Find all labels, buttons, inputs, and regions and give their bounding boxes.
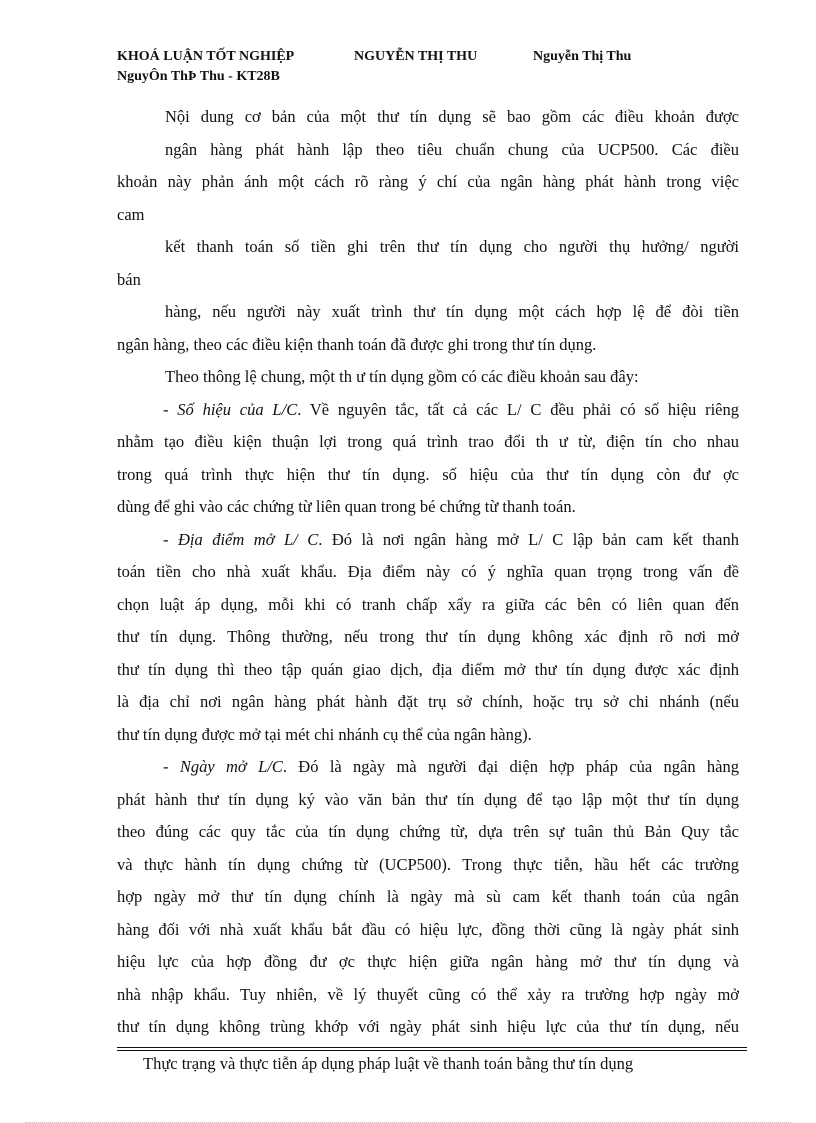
- text-line: khoản này phản ánh một cách rõ ràng ý chí của ngân hàng phát hành trong việc: [117, 172, 739, 191]
- text-line: Theo thông lệ chung, một th ư tín dụng gồm có các điều khoản sau đây:: [165, 367, 639, 386]
- text-span: . Đó là nơi ngân hàng mở L/ C lập bản cam kết thanh: [318, 529, 739, 549]
- text-span: . Về nguyên tắc, tất cả các L/ C đều phải có số hiệu riêng: [297, 399, 739, 419]
- text-line: hàng, nếu người này xuất trình thư tín dụng một cách hợp lệ để đòi tiền: [165, 302, 739, 321]
- text-line: hàng đối với nhà xuất khẩu bắt đầu có hiệu lực, đồng thời cũng là ngày phát sinh: [117, 919, 739, 939]
- text-line: thư tín dụng được mở tại mét chi nhánh cụ thể của ngân hàng).: [117, 724, 532, 744]
- footer-rule-bottom: [117, 1050, 747, 1051]
- text-line: nhằm tạo điều kiện thuận lợi trong quá trình trao đổi th ư từ, điện tín cho nhau: [117, 432, 739, 451]
- term-dia-diem: - Địa điểm mở L/ C: [163, 529, 319, 549]
- text-line: ngân hàng phát hành lập theo tiêu chuẩn chung của UCP500. Các điều: [165, 139, 739, 159]
- text-line: Nội dung cơ bản của một thư tín dụng sẽ bao gồm các điều khoản được: [165, 107, 739, 126]
- page-footer: Thực trạng và thực tiễn áp dụng pháp luật về thanh toán bằng thư tín dụng: [143, 1054, 634, 1073]
- text-line: cam: [117, 204, 145, 224]
- page-header: [117, 49, 757, 84]
- text-line: và thực hành tín dụng chứng từ (UCP500). Trong thực tiễn, hầu hết các trường: [117, 854, 739, 874]
- header-author-caps: NGUYỄN THỊ THU: [354, 49, 478, 64]
- header-author: Nguyễn Thị Thu: [533, 49, 632, 64]
- term-so-hieu: - Số hiệu của L/C: [163, 399, 298, 419]
- text-line-heading: [117, 394, 739, 427]
- text-line: phát hành thư tín dụng ký vào văn bản thư tín dụng để tạo lập một thư tín dụng: [117, 789, 739, 809]
- text-line: thư tín dụng thì theo tập quán giao dịch, địa điểm mở thư tín dụng được xác định: [117, 659, 739, 679]
- footer-rule-top: [117, 1047, 747, 1048]
- text-line: nhà nhập khẩu. Tuy nhiên, về lý thuyết cũng có thể xảy ra trường hợp ngày mở: [117, 984, 739, 1004]
- header-author-class: NguyÔn ThÞ Thu - KT28B: [117, 69, 280, 84]
- text-line: là địa chỉ nơi ngân hàng phát hành đặt trụ sở chính, hoặc trụ sở chi nhánh (nếu: [117, 692, 739, 711]
- term-ngay-mo: - Ngày mở L/C: [163, 757, 283, 776]
- text-span: . Đó là ngày mà người đại diện hợp pháp của ngân hàng: [282, 757, 739, 776]
- document-body: [117, 101, 739, 1044]
- header-thesis-title: KHOÁ LUẬN TỐT NGHIỆP: [117, 49, 295, 64]
- text-line: theo đúng các quy tắc của tín dụng chứng từ, dựa trên sự tuân thủ Bản Quy tắc: [117, 822, 739, 841]
- text-line: toán tiền cho nhà xuất khẩu. Địa điểm này có ý nghĩa quan trọng trong vấn đề: [117, 562, 739, 581]
- text-line: thư tín dụng không trùng khớp với ngày phát sinh hiệu lực của thư tín dụng, nếu: [117, 1017, 739, 1036]
- text-line-heading: [117, 751, 739, 784]
- text-line: ngân hàng, theo các điều kiện thanh toán đã được ghi trong thư tín dụng.: [117, 334, 597, 354]
- text-line: chọn luật áp dụng, mỗi khi có tranh chấp xẩy ra giữa các bên có liên quan đến: [117, 594, 739, 614]
- text-line: hợp ngày mở thư tín dụng chính là ngày mà sù cam kết thanh toán của ngân: [117, 887, 739, 906]
- text-line-heading: [117, 524, 739, 557]
- text-line: trong quá trình thực hiện thư tín dụng. số hiệu của thư tín dụng còn đư ợc: [117, 464, 739, 484]
- text-line: bán: [117, 269, 141, 289]
- text-line: dùng để ghi vào các chứng từ liên quan trong bé chứng từ thanh toán.: [117, 497, 576, 516]
- text-line: hiệu lực của hợp đồng đư ợc thực hiện giữa ngân hàng mở thư tín dụng và: [117, 952, 739, 971]
- text-line: kết thanh toán số tiền ghi trên thư tín dụng cho người thụ hưởng/ người: [165, 237, 739, 256]
- text-line: thư tín dụng. Thông thường, nếu trong thư tín dụng không xác định rõ nơi mở: [117, 627, 739, 646]
